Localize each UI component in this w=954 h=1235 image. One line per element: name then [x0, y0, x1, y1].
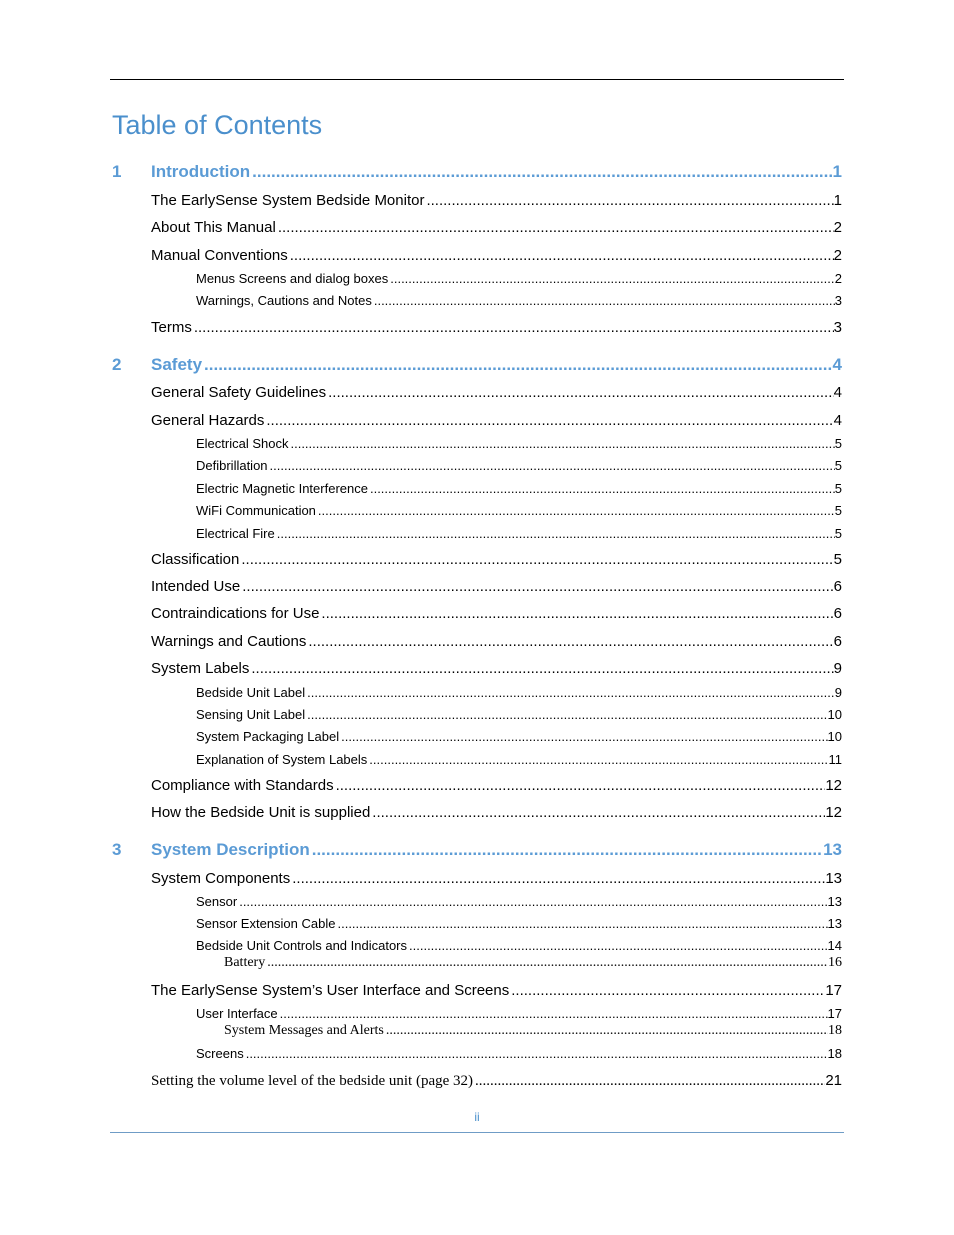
toc-subsubentry[interactable] [224, 1023, 842, 1039]
toc-chapter-safety[interactable] [151, 355, 842, 375]
toc-entry-title: Electrical Shock [196, 436, 289, 451]
toc-entry-title: System Packaging Label [196, 729, 340, 744]
toc-entry-page: 16 [828, 955, 842, 970]
toc-entry-page: 5 [834, 526, 842, 541]
toc-entry-page: 10 [827, 729, 842, 744]
toc-entry-page: 6 [833, 633, 842, 650]
toc-entry-title: System Description [151, 840, 310, 859]
toc-subentry[interactable] [196, 752, 842, 767]
page-title: Table of Contents [112, 110, 323, 140]
toc-entry[interactable] [151, 247, 842, 264]
toc-entry-page: 13 [827, 916, 842, 931]
dot-leader [335, 916, 827, 931]
toc-subentry[interactable] [196, 458, 842, 473]
toc-entry-title: Warnings and Cautions [151, 633, 307, 650]
toc-entry-page: 13 [827, 894, 842, 909]
toc-entry-title: Battery [224, 955, 266, 970]
toc-entry-page: 12 [825, 804, 842, 821]
toc-entry-page: 2 [833, 247, 842, 264]
toc-entry-page: 4 [832, 355, 842, 374]
toc-entry-title: Manual Conventions [151, 247, 288, 264]
toc-entry-title: About This Manual [151, 219, 276, 236]
toc-entry-title: Electrical Fire [196, 526, 275, 541]
dot-leader [339, 729, 827, 744]
dot-leader [326, 384, 834, 401]
toc-entry-page: 4 [833, 412, 842, 429]
toc-entry-page: 21 [825, 1072, 842, 1089]
toc-subentry[interactable] [196, 293, 842, 308]
dot-leader [384, 1023, 828, 1039]
dot-leader [305, 685, 835, 700]
dot-leader [237, 894, 827, 909]
toc-entry-page: 1 [832, 162, 842, 181]
toc-entry-title: Sensor [196, 894, 238, 909]
dot-leader [244, 1046, 828, 1061]
dot-leader [372, 293, 835, 308]
dot-leader [265, 955, 828, 971]
toc-subentry[interactable] [196, 1046, 842, 1061]
toc-entry-page: 5 [834, 436, 842, 451]
toc-entry-page: 6 [833, 578, 842, 595]
toc-entry[interactable] [151, 1072, 842, 1090]
toc-subentry[interactable] [196, 436, 842, 451]
dot-leader [202, 355, 833, 375]
toc-entry[interactable] [151, 605, 842, 622]
toc-entry-page: 2 [833, 219, 842, 236]
toc-entry[interactable] [151, 804, 842, 821]
toc-entry-title: System Labels [151, 660, 250, 677]
dot-leader [305, 707, 827, 722]
dot-leader [319, 605, 833, 622]
toc-entry-title: Explanation of System Labels [196, 752, 368, 767]
dot-leader [368, 481, 835, 496]
toc-entry-title: Contraindications for Use [151, 605, 320, 622]
toc-entry-title: Defibrillation [196, 458, 268, 473]
chapter-number: 1 [112, 162, 122, 181]
dot-leader [388, 271, 835, 286]
toc-entry-title: Sensing Unit Label [196, 707, 306, 722]
toc-entry[interactable] [151, 982, 842, 999]
toc-entry-title: Menus Screens and dialog boxes [196, 271, 389, 286]
toc-entry-title: Compliance with Standards [151, 777, 334, 794]
toc-entry[interactable] [151, 578, 842, 595]
toc-subsubentry[interactable] [224, 955, 842, 971]
toc-entry-page: 9 [833, 660, 842, 677]
toc-entry-title: Bedside Unit Controls and Indicators [196, 938, 408, 953]
toc-entry-page: 18 [827, 1046, 842, 1061]
toc-entry-title: System Components [151, 870, 291, 887]
dot-leader [473, 1073, 825, 1090]
toc-entry-page: 1 [833, 192, 842, 209]
toc-entry-page: 12 [825, 777, 842, 794]
toc-entry-page: 13 [825, 870, 842, 887]
toc-subentry[interactable] [196, 707, 842, 722]
dot-leader [264, 412, 833, 429]
toc-entry[interactable] [151, 777, 842, 794]
dot-leader [268, 458, 835, 473]
toc-entry-title: Electric Magnetic Interference [196, 481, 368, 496]
toc-entry-title: User Interface [196, 1006, 278, 1021]
toc-entry-page: 3 [833, 319, 842, 336]
dot-leader [310, 840, 823, 860]
toc-entry-page: 6 [833, 605, 842, 622]
toc-subentry[interactable] [196, 685, 842, 700]
chapter-number: 2 [112, 355, 122, 374]
toc-entry[interactable] [151, 551, 842, 568]
toc-entry-title: Setting the volume level of the bedside unit (page 32) [151, 1073, 474, 1089]
toc-entry-page: 11 [828, 752, 842, 767]
toc-entry[interactable] [151, 870, 842, 887]
dot-leader [407, 938, 828, 953]
dot-leader [306, 633, 833, 650]
toc-subentry[interactable] [196, 271, 842, 286]
toc-entry-title: How the Bedside Unit is supplied [151, 804, 371, 821]
dot-leader [288, 436, 834, 451]
toc-entry-title: Safety [151, 355, 203, 374]
dot-leader [276, 219, 834, 236]
toc-entry-title: System Messages and Alerts [224, 1023, 384, 1038]
toc-subentry[interactable] [196, 938, 842, 953]
toc-entry-page: 17 [827, 1006, 842, 1021]
toc-entry-title: Bedside Unit Label [196, 685, 306, 700]
dot-leader [250, 162, 832, 182]
toc-entry-title: The EarlySense System’s User Interface and Screens [151, 982, 510, 999]
dot-leader [316, 503, 835, 518]
toc-entry-title: Sensor Extension Cable [196, 916, 336, 931]
dot-leader [334, 777, 826, 794]
dot-leader [290, 870, 825, 887]
toc-entry-title: Warnings, Cautions and Notes [196, 293, 372, 308]
toc-entry-title: Screens [196, 1046, 244, 1061]
dot-leader [239, 551, 833, 568]
toc-entry-page: 3 [834, 293, 842, 308]
toc-entry-title: General Hazards [151, 412, 265, 429]
toc-entry[interactable] [151, 192, 842, 209]
toc-entry-title: Introduction [151, 162, 251, 181]
toc-entry-page: 13 [823, 840, 842, 859]
toc-entry-title: General Safety Guidelines [151, 384, 327, 401]
toc-entry[interactable] [151, 219, 842, 236]
toc-subentry[interactable] [196, 916, 842, 931]
dot-leader [288, 247, 834, 264]
chapter-number: 3 [112, 840, 122, 859]
toc-entry-page: 5 [833, 551, 842, 568]
toc-entry-page: 14 [827, 938, 842, 953]
dot-leader [275, 526, 835, 541]
toc-entry-page: 5 [834, 481, 842, 496]
dot-leader [192, 319, 834, 336]
toc-subentry[interactable] [196, 526, 842, 541]
toc-entry-page: 10 [827, 707, 842, 722]
toc-entry-title: Classification [151, 551, 240, 568]
toc-entry-title: Intended Use [151, 578, 241, 595]
footer-page-number: ii [474, 1110, 480, 1124]
toc-entry-page: 18 [828, 1023, 842, 1038]
toc-entry-page: 2 [834, 271, 842, 286]
dot-leader [370, 804, 825, 821]
toc-entry[interactable] [151, 412, 842, 429]
toc-subentry[interactable] [196, 481, 842, 496]
toc-subentry[interactable] [196, 729, 842, 744]
toc-chapter-system-description[interactable] [151, 840, 842, 860]
toc-entry-page: 5 [834, 503, 842, 518]
toc-subentry[interactable] [196, 894, 842, 909]
toc-subentry[interactable] [196, 1006, 842, 1021]
toc-entry[interactable] [151, 660, 842, 677]
toc-entry-page: 5 [834, 458, 842, 473]
toc-entry-title: The EarlySense System Bedside Monitor [151, 192, 425, 209]
dot-leader [249, 660, 833, 677]
toc-chapter-introduction[interactable] [151, 162, 842, 182]
dot-leader [367, 752, 828, 767]
toc-entry-page: 17 [825, 982, 842, 999]
toc-entry[interactable] [151, 633, 842, 650]
dot-leader [240, 578, 833, 595]
dot-leader [424, 192, 833, 209]
dot-leader [278, 1006, 828, 1021]
toc-entry[interactable] [151, 384, 842, 401]
toc-entry-page: 4 [833, 384, 842, 401]
toc-entry-title: WiFi Communication [196, 503, 316, 518]
toc-entry[interactable] [151, 319, 842, 336]
footer-rule [110, 1132, 844, 1133]
toc-entry-title: Terms [151, 319, 192, 336]
dot-leader [509, 982, 825, 999]
toc-entry-page: 9 [834, 685, 842, 700]
toc-subentry[interactable] [196, 503, 842, 518]
